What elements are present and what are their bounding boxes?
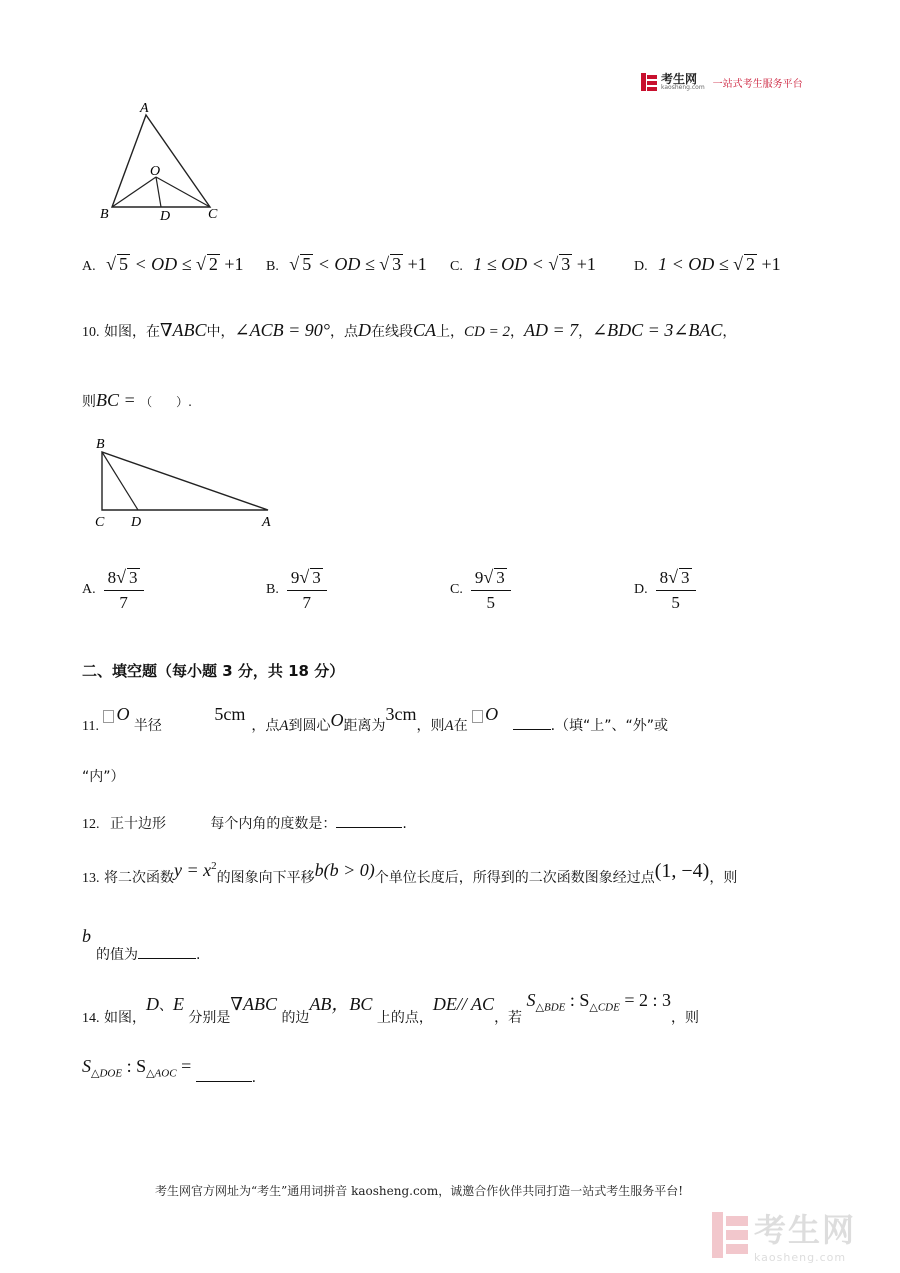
q10-option-a[interactable]: A. $\frac{8√ 3}{7}$ <box>82 567 144 613</box>
watermark-logo-icon <box>712 1212 748 1258</box>
q10-option-b[interactable]: B. $\frac{9√ 3}{7}$ <box>266 567 327 613</box>
question-14: 14. 如图，D、E 分别是∇ABC 的边AB，BC 上的点，DE// AC，若 $S_{\triangle BDE}$ : $S_{\triangle CDE} = 2$ : 3，则 <box>82 990 699 1026</box>
question-13: 13. 将二次函数$y = x^2$的图象向下平移b(b > 0)个单位长度后，所得到的二次函数图象经过点(1, −4)，则 <box>82 860 738 886</box>
label-c2: C <box>95 515 105 530</box>
q12-answer-blank[interactable] <box>336 813 402 828</box>
question-10: 10. 如图，在∇ABC中，∠ACB = 90°，点D在线段CA上，CD = 2，AD = 7，∠BDC = 3∠BAC， <box>82 320 737 340</box>
figure-right-triangle <box>90 432 290 532</box>
question-11-line2: “内”） <box>82 769 125 785</box>
q13-answer-blank[interactable] <box>138 944 196 959</box>
q9-option-b[interactable]: B. √ 5 < OD ≤ √ 3 +1 <box>266 254 427 274</box>
segment-bd <box>102 452 138 510</box>
question-13-line2b: 的值为 . <box>96 944 200 964</box>
q11-answer-blank[interactable] <box>513 715 551 730</box>
circle-symbol-icon-2 <box>472 710 483 723</box>
q10-option-d[interactable]: D. $\frac{8√ 3}{5}$ <box>634 567 696 613</box>
watermark-domain: kaosheng.com <box>754 1251 847 1264</box>
circle-symbol-icon <box>103 710 114 723</box>
label-o: O <box>150 164 161 179</box>
logo-domain: kaosheng.com <box>661 84 705 91</box>
label-b: B <box>100 207 109 222</box>
question-12: 12. 正十边形 每个内角的度数是： . <box>82 813 407 833</box>
label-a: A <box>140 101 149 116</box>
label-a2: A <box>262 515 271 530</box>
section-title-fill-in: 二、填空题（每小题 3 分，共 18 分） <box>82 662 345 680</box>
q9-option-c[interactable]: C. 1 ≤ OD < √ 3 +1 <box>450 254 596 274</box>
footer-text: 考生网官方网址为“考生”通用词拼音 kaosheng.com，诚邀合作伙伴共同打造一站式考生服务平台! <box>155 1184 684 1198</box>
question-10-line2: 则BC = （ ）. <box>82 390 192 410</box>
label-b2: B <box>96 437 105 452</box>
q9-option-d[interactable]: D. 1 < OD ≤ √ 2 +1 <box>634 254 781 274</box>
watermark <box>712 1205 856 1264</box>
question-11: 11. O 半径 5cm，点A到圆心O距离为3cm，则A在 O .（填“上”、“外”或 <box>82 704 669 734</box>
q9-option-a[interactable]: A. √ 5 < OD ≤ √ 2 +1 <box>82 254 244 274</box>
label-c: C <box>208 207 218 222</box>
header-logo <box>641 73 803 91</box>
segment-ob <box>112 177 156 207</box>
triangle-bca <box>102 452 268 510</box>
figure-triangle-abo <box>90 95 230 230</box>
label-d: D <box>160 209 171 224</box>
q14-answer-blank[interactable] <box>196 1067 252 1082</box>
triangle-abc <box>112 115 210 207</box>
logo-icon <box>641 73 657 91</box>
question-13-line2: b <box>82 926 91 946</box>
q10-option-c[interactable]: C. $\frac{9√ 3}{5}$ <box>450 567 511 613</box>
watermark-name: 考生网 <box>754 1211 857 1249</box>
label-d2: D <box>131 515 142 530</box>
segment-oc <box>156 177 210 207</box>
segment-od <box>156 177 161 207</box>
logo-slogan: 一站式考生服务平台 <box>712 78 803 90</box>
question-14-line2: $S_{\triangle DOE}$ : $S_{\triangle AOC}$ = . <box>82 1056 257 1086</box>
logo-name: 考生网 <box>661 72 698 86</box>
